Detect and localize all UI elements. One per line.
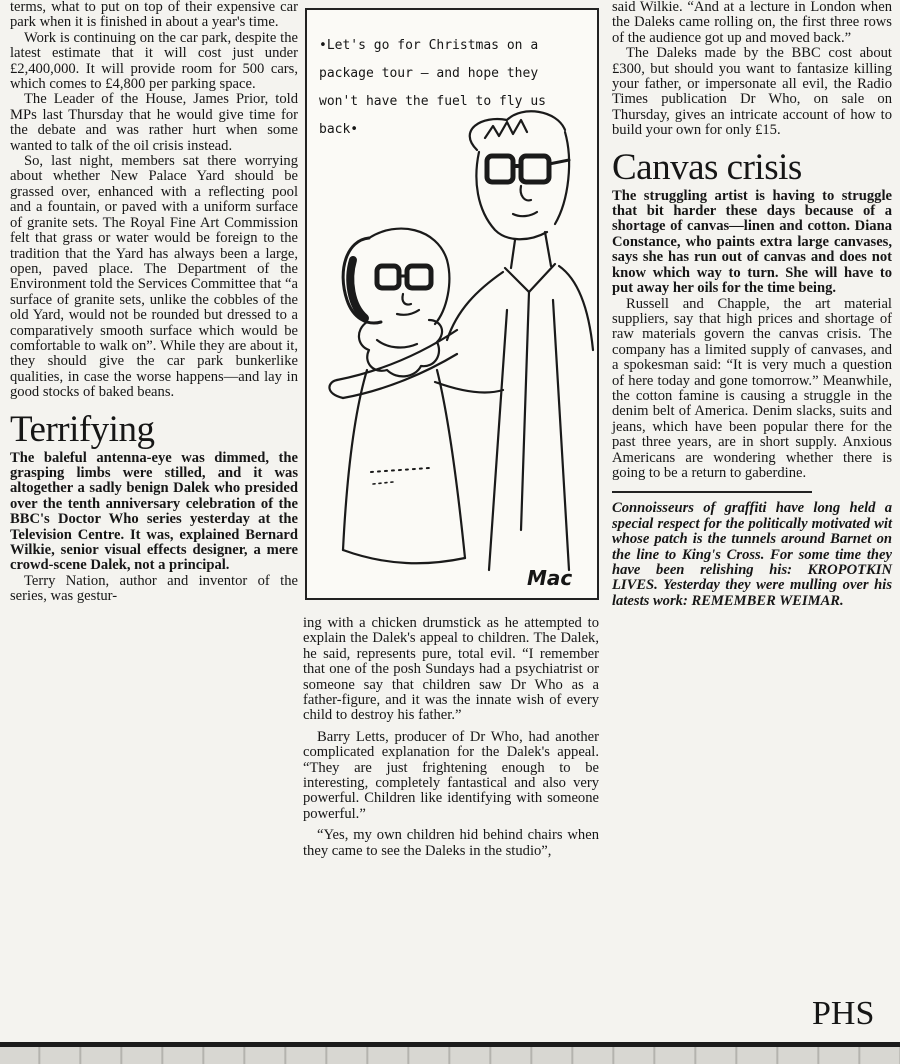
- column-middle: [303, 616, 599, 865]
- paragraph: terms, what to put on top of their expensive car park when it is finished in about a year's time.: [10, 0, 298, 31]
- cartoon-panel: [305, 8, 599, 600]
- heading-canvas-crisis: Canvas crisis: [612, 146, 802, 188]
- paragraph-graffiti: Connoisseurs of graffiti have long held a special respect for the politically motivated wit whose patch is the tunnels around Barnet on the line to King's Cross. For some time they have been relishing his: KROPOTKIN LIVES. Yesterday they were mulling over his latests work: REMEMBER WEIMAR.: [612, 500, 892, 609]
- paragraph: ing with a chicken drumstick as he attempted to explain the Dalek's appeal to children. The Dalek, he said, represents pure, total evil. “I remember that one of the posh Sundays had a psychiatrist or someone say that children saw Dr Who as a father-figure, and it was the innate wish of every child to destroy his father.”: [303, 615, 599, 724]
- paragraph: Russell and Chapple, the art material suppliers, say that high prices and shortage of raw materials govern the canvas crisis. The company has a limited supply of canvases, and a spokesman said: “It is very much a question of here today and gone tomorrow.” Meanwhile, the cotton famine is causing a struggle in the denim belt of America. Denim slacks, suits and jeans, which have been popular there for the past three years, are in short supply. Anxious Americans are wondering whether there is going to be a return to gaberdine.: [612, 295, 892, 481]
- paragraph-lead: The struggling artist is having to struggle that bit harder these days because of a shortage of canvas—linen and cotton. Diana Constance, who paints extra large canvases, says she has run out of canvas and does not know which way to turn. She will have to put away her oils for the time being.: [612, 187, 892, 297]
- paragraph-lead: The baleful antenna-eye was dimmed, the grasping limbs were stilled, and it was altogether a sadly benign Dalek who presided over the tenth anniversary celebration of the BBC's Doctor Who series yesterday at the Television Centre. It was, explained Bernard Wilkie, senior visual effects designer, a mere crowd-scene Dalek, not a principal.: [10, 449, 298, 574]
- paragraph: “Yes, my own children hid behind chairs when they came to see the Daleks in the studio”,: [303, 827, 599, 859]
- paragraph: Barry Letts, producer of Dr Who, had another complicated explanation for the Dalek's appeal. “They are just frightening enough to be interesting, completely fantastical and also very powerful. Children like identifying with someone powerful.”: [303, 728, 599, 822]
- byline: PHS: [812, 995, 875, 1032]
- cartoon-caption: •Let's go for Christmas on a package tour – and hope they won't have the fuel to fly us back•: [319, 38, 546, 137]
- paragraph: The Leader of the House, James Prior, told MPs last Thursday that he would give time for the debate and was rather hurt when some wanted to talk of the oil crisis instead.: [10, 91, 298, 154]
- column-right: [612, 0, 892, 609]
- paragraph: Terry Nation, author and inventor of the series, was gestur-: [10, 572, 298, 605]
- paragraph: Work is continuing on the car park, despite the latest estimate that it will cost just under £2,400,000. It will provide room for 500 cars, which comes to £4,800 per parking space.: [10, 29, 298, 93]
- section-divider: [612, 491, 812, 493]
- paragraph: said Wilkie. “And at a lecture in London when the Daleks came rolling on, the first three rows of the audience got up and moved back.”: [612, 0, 892, 46]
- column-left: [10, 0, 298, 605]
- bottom-strip: [0, 1047, 900, 1064]
- cartoon-signature: Mac: [527, 566, 573, 590]
- cartoon-illustration: [307, 10, 597, 598]
- paragraph: So, last night, members sat there worrying about whether New Palace Yard should be grassed over, enhanced with a reflecting pool and a fountain, or paved with a uniform surface of granite sets. The Royal Fine Art Commission felt that grass or water would be foreign to the tradition that the Yard has always been a large, open, paved place. The Department of the Environment told the Services Committee that “a surface of granite sets, unlike the cobbles of the old Yard, would not be rounded but dressed to a comparatively smooth surface which would be comfortable to walk on”. While they are about it, they should give the car park bunkerlike qualities, in case the worse happens—and lay in good stocks of baked beans.: [10, 153, 298, 401]
- paragraph: The Daleks made by the BBC cost about £300, but should you want to fantasize killing your father, or impersonate all evil, the Radio Times publication Dr Who, on sale on Thursday, gives an intricate account of how to build your own for only £15.: [612, 45, 892, 139]
- heading-terrifying: Terrifying: [10, 408, 155, 450]
